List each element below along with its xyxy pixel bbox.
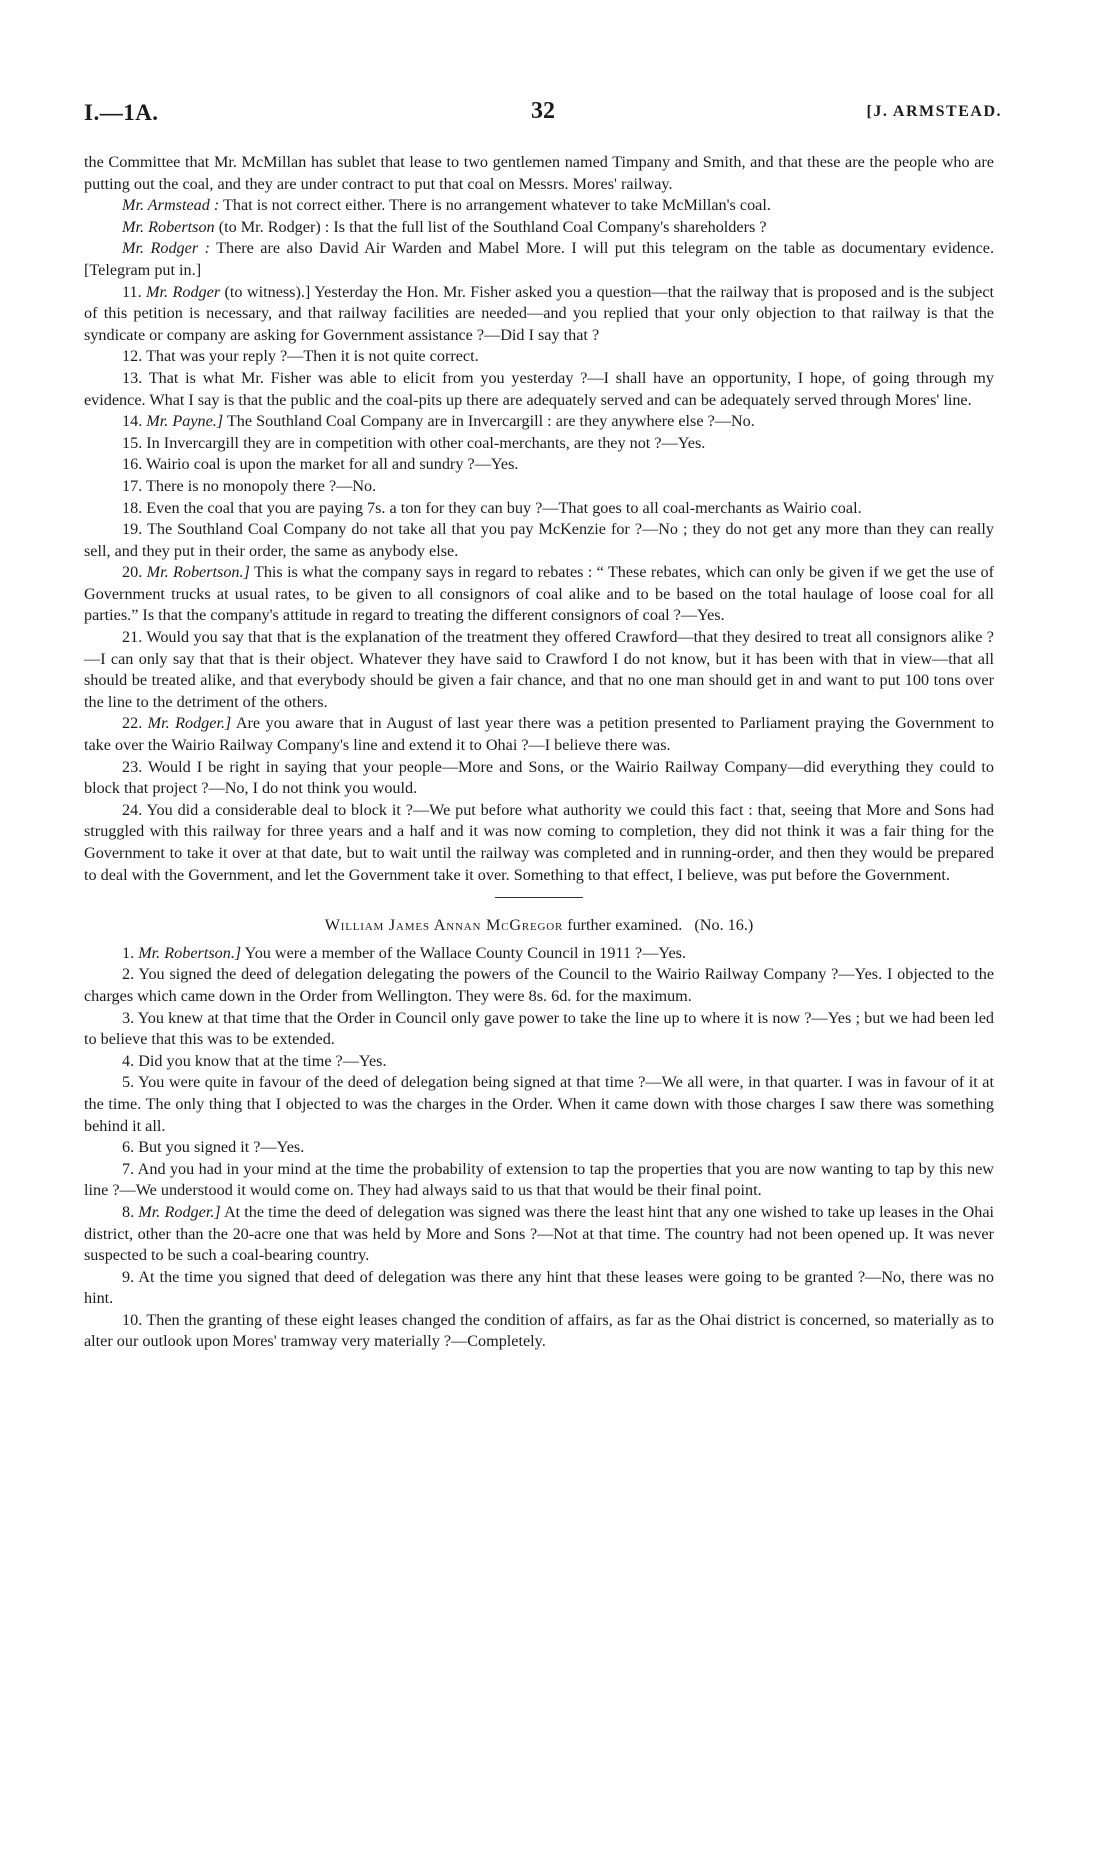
- question-number: 4.: [122, 1051, 135, 1070]
- paragraph-text: the Committee that Mr. McMillan has sublet that lease to two gentlemen named Timpany and Smith, and that these are the people who are putting out the coal, and they are under contract to put that coal on Messrs. Mores' railway.: [84, 153, 994, 193]
- question-number: 18.: [122, 498, 143, 517]
- paragraph-text: There is no monopoly there ?—No.: [146, 476, 377, 495]
- question-paragraph: [84, 1159, 994, 1202]
- question-paragraph: [84, 433, 994, 455]
- question-number: 21.: [122, 628, 143, 647]
- speaker-name: Mr. Rodger.]: [138, 1202, 221, 1221]
- speaker-name: Mr. Rodger.]: [147, 714, 232, 733]
- speaker-name: Mr. Armstead :: [122, 196, 220, 215]
- question-number: 1.: [122, 943, 135, 962]
- question-paragraph: [84, 368, 994, 411]
- paragraph-text: You did a considerable deal to block it ?—We put before what authority we could this fact : that, seeing that More and Sons had struggled with this railway for three years and a half and it was now coming to completion, they did not think it was a fair thing for the Government to take it over at that date, but to wait until the railway was completed and in running-order, and then they would be prepared to deal with the Government, and let the Government take it over. Something to that effect, I believe, was put before the Government.: [84, 800, 994, 884]
- question-number: 9.: [122, 1267, 135, 1286]
- question-number: 3.: [122, 1008, 135, 1027]
- question-number: 2.: [122, 965, 135, 984]
- question-number: 10.: [122, 1310, 143, 1329]
- question-number: 6.: [122, 1138, 135, 1157]
- question-number: 16.: [122, 455, 143, 474]
- paragraph-text: There are also David Air Warden and Mabel More. I will put this telegram on the table as documentary evidence. [Telegram put in.]: [84, 239, 994, 279]
- section-number: (No. 16.): [694, 916, 754, 935]
- question-number: 24.: [122, 800, 143, 819]
- paragraph-text: That is not correct either. There is no arrangement whatever to take McMillan's coal.: [223, 196, 771, 215]
- question-paragraph: [84, 562, 994, 627]
- question-number: 11.: [122, 282, 142, 301]
- question-paragraph: [84, 627, 994, 713]
- question-paragraph: [84, 411, 994, 433]
- paragraph-text: Then the granting of these eight leases changed the condition of affairs, as far as the Ohai district is concerned, so materially as to alter our outlook upon Mores' tramway very materially ?—Completely.: [84, 1310, 994, 1351]
- speaker-name: Mr. Payne.]: [146, 412, 224, 431]
- question-paragraph: [84, 713, 994, 756]
- armstead-evidence: [84, 152, 994, 886]
- paragraph-text: At the time you signed that deed of delegation was there any hint that these leases were going to be granted ?—No, there was no hint.: [84, 1267, 994, 1308]
- question-number: 19.: [122, 520, 143, 539]
- question-number: 23.: [122, 757, 143, 776]
- paper-reference: I.—1A.: [84, 100, 159, 125]
- question-number: 14.: [122, 412, 143, 431]
- question-paragraph: [84, 1008, 994, 1051]
- paragraph-text: The Southland Coal Company do not take all that you pay McKenzie for ?—No ; they do not get any more than they can really sell, and they put in their order, the same as anybody else.: [84, 520, 994, 560]
- question-number: 8.: [122, 1202, 135, 1221]
- paragraph-text: You signed the deed of delegation delegating the powers of the Council to the Wairio Railway Company ?—Yes. I objected to the charges which came down in the Order from Wellington. They were 8s. 6d. for the maximum.: [84, 965, 995, 1005]
- paragraph-text: Would you say that that is the explanation of the treatment they offered Crawford—that they desired to treat all consignors alike ?—I can only say that that is their object. Whatever they have said to Crawford I do not know, but it has been with that in view—that all should be treated alike, and that everybody should be given a fair chance, and that no one man should get in and want to put 100 tons over the line to the detriment of the others.: [84, 628, 994, 711]
- page-header: [84, 100, 1002, 130]
- speaker-name: Mr. Rodger: [146, 282, 221, 301]
- paragraph-text: You were quite in favour of the deed of delegation being signed at that time ?—We all were, in that quarter. I was in favour of it at the time. The only thing that I objected to was the charges in the Order. When it came down with those charges I saw there was something behind it all.: [84, 1073, 994, 1135]
- paragraph-text: But you signed it ?—Yes.: [138, 1138, 305, 1157]
- paragraph-text: (to witness).] Yesterday the Hon. Mr. Fisher asked you a question—that the railway that is proposed and is the subject of this petition is necessary, and that railway facilities are needed—and you replied that your only objection to that railway is that the syndicate or company are asking for Government assistance ?—Did I say that ?: [84, 282, 995, 344]
- question-paragraph: [84, 1202, 994, 1267]
- speaker-name: Mr. Robertson: [122, 217, 215, 236]
- speaker-paragraph: [84, 217, 994, 239]
- question-number: 20.: [122, 563, 143, 582]
- question-paragraph: [84, 519, 994, 562]
- question-paragraph: [84, 1137, 994, 1159]
- witness-running-head: [J. ARMSTEAD.: [866, 103, 1002, 120]
- paragraph-text: Did you know that at the time ?—Yes.: [138, 1051, 387, 1070]
- question-paragraph: [84, 943, 994, 965]
- section-heading-suffix: further examined.: [567, 916, 683, 935]
- paragraph-text: You were a member of the Wallace County Council in 1911 ?—Yes.: [244, 943, 687, 962]
- question-paragraph: [84, 476, 994, 498]
- paragraph-text: The Southland Coal Company are in Invercargill : are they anywhere else ?—No.: [226, 412, 755, 431]
- speaker-paragraph: [84, 195, 994, 217]
- paragraph-text: At the time the deed of delegation was signed was there the least hint that any one wished to take up leases in the Ohai district, other than the 20-acre one that was held by More and Sons ?—Not at that time. The country had not been opened up. It was never suspected to be such a coal-bearing country.: [84, 1202, 994, 1265]
- mcgregor-evidence: [84, 943, 994, 1353]
- question-number: 15.: [122, 433, 143, 452]
- question-number: 17.: [122, 476, 143, 495]
- question-paragraph: [84, 1310, 994, 1353]
- question-paragraph: [84, 498, 994, 520]
- section-divider: [495, 897, 583, 898]
- question-paragraph: [84, 800, 994, 886]
- paragraph-text: Would I be right in saying that your people—More and Sons, or the Wairio Railway Company—did everything they could to block that project ?—No, I do not think you would.: [84, 757, 994, 798]
- question-number: 12.: [122, 347, 143, 366]
- page-body: [84, 152, 994, 1353]
- question-paragraph: [84, 1072, 994, 1137]
- question-number: 5.: [122, 1073, 135, 1092]
- paragraph-text: Even the coal that you are paying 7s. a ton for they can buy ?—That goes to all coal-merchants as Wairio coal.: [146, 498, 862, 517]
- speaker-paragraph: [84, 238, 994, 281]
- page-number: 32: [531, 98, 555, 124]
- question-paragraph: [84, 1267, 994, 1310]
- speaker-name: Mr. Rodger :: [122, 239, 210, 258]
- question-paragraph: [84, 1051, 994, 1073]
- question-number: 7.: [122, 1159, 135, 1178]
- paragraph-text: And you had in your mind at the time the probability of extension to tap the properties that you are now wanting to tap by this new line ?—We understood it would come on. They had always said to us that that would be their final point.: [84, 1159, 994, 1200]
- question-number: 13.: [122, 368, 143, 387]
- section-heading: [84, 915, 994, 937]
- text-paragraph: [84, 152, 994, 195]
- paragraph-text: Are you aware that in August of last year there was a petition presented to Parliament praying the Government to take over the Wairio Railway Company's line and extend it to Ohai ?—I believe there was.: [84, 714, 995, 755]
- question-number: 22.: [122, 714, 143, 733]
- witness-name: William James Annan McGregor: [324, 916, 564, 935]
- paragraph-text: That was your reply ?—Then it is not quite correct.: [146, 347, 479, 366]
- paragraph-text: (to Mr. Rodger) : Is that the full list of the Southland Coal Company's shareholders ?: [218, 217, 767, 236]
- paragraph-text: This is what the company says in regard to rebates : “ These rebates, which can only be given if we get the use of Government trucks at usual rates, to be given to all consignors of coal alike and to be based on the total haulage of loose coal for all parties.” Is that the company's attitude in regard to treating the different consignors of coal ?—Yes.: [84, 563, 995, 625]
- speaker-name: Mr. Robertson.]: [146, 563, 250, 582]
- question-paragraph: [84, 454, 994, 476]
- paragraph-text: That is what Mr. Fisher was able to elicit from you yesterday ?—I shall have an opportunity, I hope, of going through my evidence. What I say is that the public and the coal-pits up there are adequately served and can be adequately served through Mores' line.: [84, 368, 994, 409]
- question-paragraph: [84, 757, 994, 800]
- speaker-name: Mr. Robertson.]: [138, 943, 242, 962]
- paragraph-text: You knew at that time that the Order in Council only gave power to take the line up to where it is now ?—Yes ; but we had been led to believe that this was to be extended.: [84, 1008, 994, 1049]
- question-paragraph: [84, 346, 994, 368]
- paragraph-text: Wairio coal is upon the market for all and sundry ?—Yes.: [146, 455, 519, 474]
- paragraph-text: In Invercargill they are in competition with other coal-merchants, are they not ?—Yes.: [146, 433, 706, 452]
- question-paragraph: [84, 282, 994, 347]
- question-paragraph: [84, 964, 994, 1007]
